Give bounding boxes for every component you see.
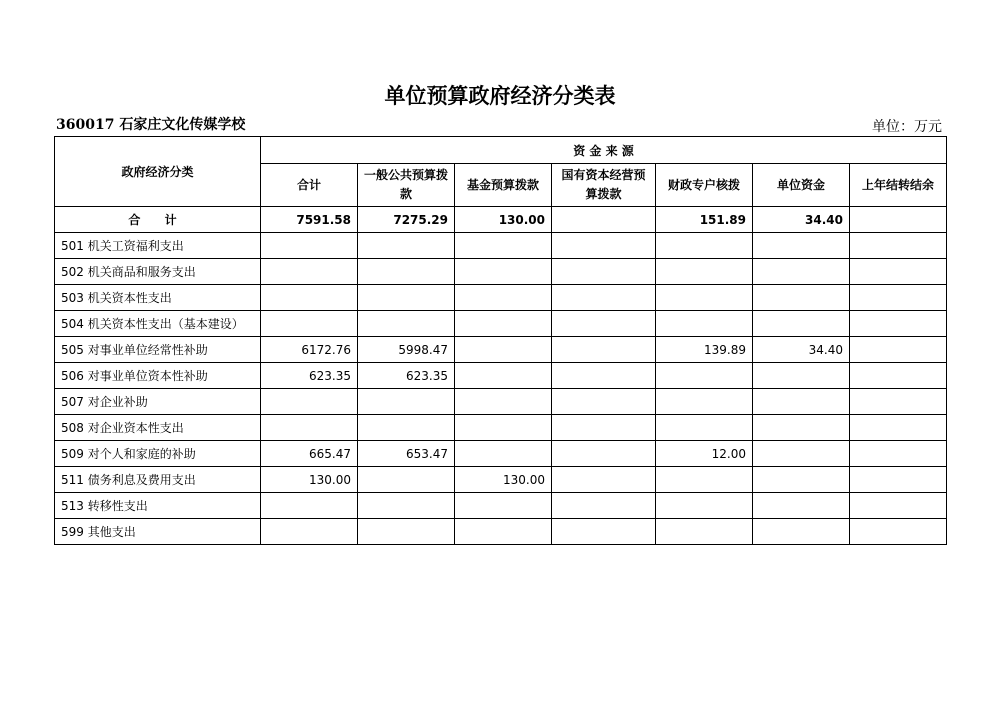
table-cell	[552, 259, 656, 285]
table-cell	[850, 519, 947, 545]
table-cell	[455, 415, 552, 441]
table-cell	[358, 259, 455, 285]
table-cell: 623.35	[261, 363, 358, 389]
table-cell	[455, 519, 552, 545]
table-cell: 623.35	[358, 363, 455, 389]
table-row	[55, 233, 947, 259]
table-cell	[455, 493, 552, 519]
table-cell	[455, 337, 552, 363]
row-label: 599 其他支出	[55, 519, 261, 545]
table-cell	[455, 285, 552, 311]
table-row	[55, 441, 947, 467]
table-cell	[656, 519, 753, 545]
table-cell	[358, 233, 455, 259]
table-cell	[850, 493, 947, 519]
table-cell	[850, 363, 947, 389]
row-label: 503 机关资本性支出	[55, 285, 261, 311]
organization-name: 360017 石家庄文化传媒学校	[56, 117, 246, 133]
table-cell	[753, 441, 850, 467]
table-cell	[358, 493, 455, 519]
table-cell	[656, 363, 753, 389]
table-cell	[455, 389, 552, 415]
column-header: 国有资本经营预算拨款	[552, 164, 656, 207]
unit-label: 单位：万元	[872, 119, 942, 135]
row-label: 508 对企业资本性支出	[55, 415, 261, 441]
total-cell: 34.40	[753, 207, 850, 233]
table-cell	[656, 493, 753, 519]
table-cell	[656, 285, 753, 311]
row-label: 501 机关工资福利支出	[55, 233, 261, 259]
table-cell	[455, 233, 552, 259]
table-row	[55, 389, 947, 415]
table-cell	[552, 233, 656, 259]
table-row	[55, 285, 947, 311]
table-cell	[552, 363, 656, 389]
column-header: 基金预算拨款	[455, 164, 552, 207]
table-row	[55, 415, 947, 441]
table-cell	[455, 311, 552, 337]
table-cell	[552, 285, 656, 311]
table-cell	[358, 389, 455, 415]
row-label: 509 对个人和家庭的补助	[55, 441, 261, 467]
table-cell	[656, 467, 753, 493]
table-cell	[261, 285, 358, 311]
table-cell: 130.00	[455, 467, 552, 493]
table-row	[55, 259, 947, 285]
table-cell	[358, 467, 455, 493]
fund-source-header: 资 金 来 源	[261, 137, 947, 164]
row-label: 506 对事业单位资本性补助	[55, 363, 261, 389]
economic-classification-table	[54, 136, 947, 545]
table-cell	[455, 441, 552, 467]
table-cell: 665.47	[261, 441, 358, 467]
table-cell	[850, 285, 947, 311]
row-label: 513 转移性支出	[55, 493, 261, 519]
table-cell	[753, 285, 850, 311]
table-cell	[552, 441, 656, 467]
table-cell	[656, 311, 753, 337]
table-cell: 6172.76	[261, 337, 358, 363]
table-cell	[656, 233, 753, 259]
page-title: 单位预算政府经济分类表	[384, 83, 616, 108]
table-cell	[261, 259, 358, 285]
table-cell	[358, 285, 455, 311]
table-cell	[656, 389, 753, 415]
table-cell	[850, 415, 947, 441]
column-header: 合计	[261, 164, 358, 207]
table-cell	[850, 311, 947, 337]
category-header: 政府经济分类	[55, 137, 261, 207]
table-cell: 653.47	[358, 441, 455, 467]
table-cell	[552, 311, 656, 337]
table-cell: 34.40	[753, 337, 850, 363]
table-cell	[656, 415, 753, 441]
table-cell	[850, 233, 947, 259]
table-cell	[753, 467, 850, 493]
row-label: 511 债务利息及费用支出	[55, 467, 261, 493]
table-cell: 130.00	[261, 467, 358, 493]
table-cell: 12.00	[656, 441, 753, 467]
table-cell	[850, 259, 947, 285]
table-row	[55, 519, 947, 545]
table-cell	[261, 493, 358, 519]
table-cell	[753, 259, 850, 285]
table-cell	[850, 441, 947, 467]
row-label: 502 机关商品和服务支出	[55, 259, 261, 285]
total-cell	[850, 207, 947, 233]
table-cell	[850, 337, 947, 363]
total-cell	[552, 207, 656, 233]
table-cell	[552, 415, 656, 441]
table-cell	[358, 519, 455, 545]
table-cell	[753, 389, 850, 415]
table-row	[55, 493, 947, 519]
total-cell: 151.89	[656, 207, 753, 233]
row-label: 507 对企业补助	[55, 389, 261, 415]
table-cell	[261, 415, 358, 441]
total-label: 合 计	[55, 207, 261, 233]
table-cell	[358, 311, 455, 337]
table-row	[55, 337, 947, 363]
total-cell: 7591.58	[261, 207, 358, 233]
total-cell: 7275.29	[358, 207, 455, 233]
row-label: 505 对事业单位经常性补助	[55, 337, 261, 363]
table-cell	[552, 493, 656, 519]
table-cell	[753, 415, 850, 441]
table-cell	[455, 363, 552, 389]
table-cell	[753, 519, 850, 545]
row-label: 504 机关资本性支出（基本建设）	[55, 311, 261, 337]
table-cell	[261, 519, 358, 545]
table-cell	[261, 233, 358, 259]
table-cell: 139.89	[656, 337, 753, 363]
table-cell	[753, 311, 850, 337]
table-cell	[261, 311, 358, 337]
table-cell	[552, 337, 656, 363]
table-cell	[552, 519, 656, 545]
table-cell	[850, 389, 947, 415]
table-cell	[552, 467, 656, 493]
table-cell	[753, 363, 850, 389]
total-cell: 130.00	[455, 207, 552, 233]
table-cell	[552, 389, 656, 415]
column-header: 单位资金	[753, 164, 850, 207]
table-cell	[261, 389, 358, 415]
table-cell: 5998.47	[358, 337, 455, 363]
column-header: 财政专户核拨	[656, 164, 753, 207]
table-row	[55, 467, 947, 493]
table-cell	[656, 259, 753, 285]
table-cell	[850, 467, 947, 493]
table-cell	[358, 415, 455, 441]
column-header: 上年结转结余	[850, 164, 947, 207]
table-cell	[753, 493, 850, 519]
table-cell	[455, 259, 552, 285]
table-cell	[753, 233, 850, 259]
table-row	[55, 311, 947, 337]
total-row	[55, 207, 947, 233]
column-header: 一般公共预算拨款	[358, 164, 455, 207]
table-row	[55, 363, 947, 389]
